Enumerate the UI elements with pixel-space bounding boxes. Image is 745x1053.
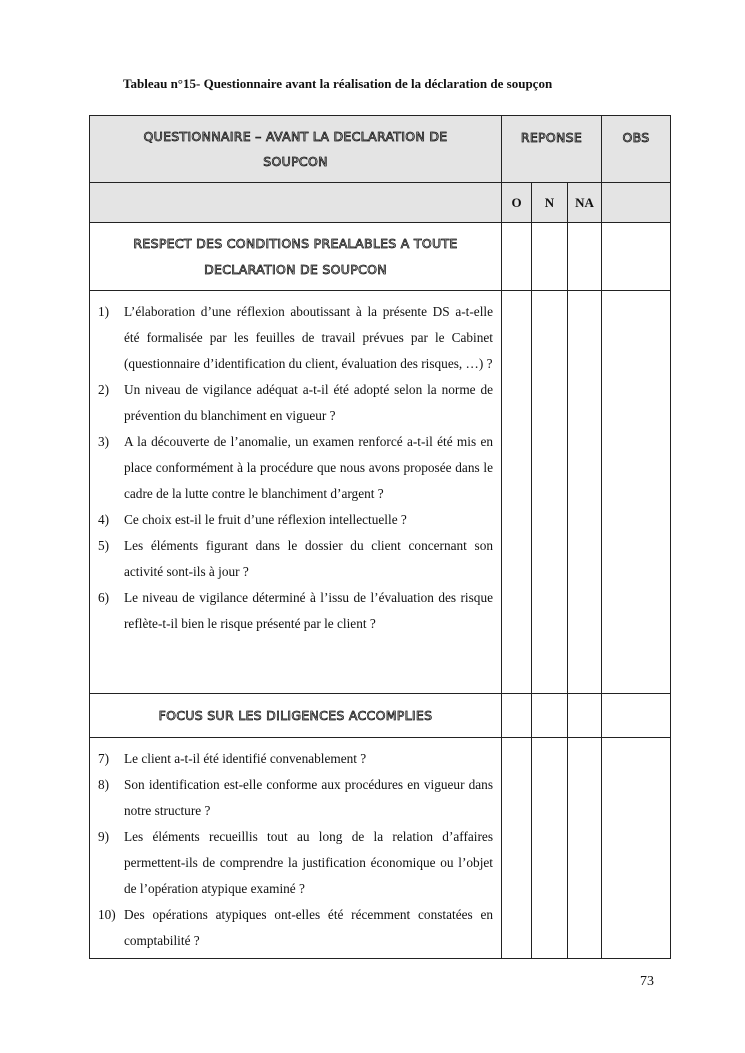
obs-cell[interactable] (602, 223, 671, 291)
question-item: 4) Ce choix est-il le fruit d’une réflexion intellectuelle ? (98, 512, 407, 527)
header-obs: OBS (602, 116, 671, 183)
header-na: NA (568, 183, 602, 223)
obs-cell[interactable] (602, 694, 671, 738)
question-item: 6) Le niveau de vigilance déterminé à l’issu de l’évaluation des risque reflète-t-il bien le risque présenté par le client ? (98, 590, 493, 631)
question-list (98, 299, 493, 637)
table-caption: Tableau n°15- Questionnaire avant la réalisation de la déclaration de soupçon (123, 76, 553, 91)
header-o: O (502, 183, 532, 223)
header-obs-blank (602, 183, 671, 223)
questionnaire-table (89, 115, 671, 959)
obs-cell[interactable] (602, 291, 671, 694)
answer-cell[interactable] (568, 223, 602, 291)
question-item: 5) Les éléments figurant dans le dossier du client concernant son activité sont-ils à jour ? (98, 538, 493, 579)
question-item: 9) Les éléments recueillis tout au long de la relation d’affaires permettent-ils de comprendre la justification économique ou l’objet de l’opération atypique examiné ? (98, 829, 493, 896)
answer-cell[interactable] (502, 738, 532, 959)
answer-cell[interactable] (532, 694, 568, 738)
question-item: 2) Un niveau de vigilance adéquat a-t-il été adopté selon la norme de prévention du blanchiment en vigueur ? (98, 382, 493, 423)
answer-cell[interactable] (568, 291, 602, 694)
section-title: FOCUS SUR LES DILIGENCES ACCOMPLIES (90, 694, 502, 738)
answer-cell[interactable] (502, 291, 532, 694)
answer-cell[interactable] (568, 694, 602, 738)
answer-cell[interactable] (532, 223, 568, 291)
question-item: 8) Son identification est-elle conforme aux procédures en vigueur dans notre structure ? (98, 777, 493, 818)
answer-cell[interactable] (502, 223, 532, 291)
header-blank (90, 183, 502, 223)
answer-cell[interactable] (532, 738, 568, 959)
answer-cell[interactable] (568, 738, 602, 959)
answer-cell[interactable] (502, 694, 532, 738)
question-item: 7) Le client a-t-il été identifié convenablement ? (98, 751, 367, 766)
question-list (98, 746, 493, 954)
header-questionnaire: QUESTIONNAIRE – AVANT LA DECLARATION DE SOUPCON (90, 116, 502, 183)
page-number: 73 (640, 974, 654, 989)
answer-cell[interactable] (532, 291, 568, 694)
question-item: 3) A la découverte de l’anomalie, un examen renforcé a-t-il été mis en place conformément à la procédure que nous avons proposée dans le cadre de la lutte contre le blanchiment d’argent ? (98, 434, 493, 501)
question-item: 1) L’élaboration d’une réflexion aboutissant à la présente DS a-t-elle été formalisée par les feuilles de travail prévues par le Cabinet (questionnaire d’identification du client, évaluation des risques, …) ? (98, 304, 493, 371)
header-reponse: REPONSE (502, 116, 602, 183)
section-title: RESPECT DES CONDITIONS PREALABLES A TOUTE DECLARATION DE SOUPCON (90, 223, 502, 291)
question-list-cell (90, 738, 502, 959)
question-item: 10) Des opérations atypiques ont-elles été récemment constatées en comptabilité ? (98, 907, 493, 948)
header-n: N (532, 183, 568, 223)
obs-cell[interactable] (602, 738, 671, 959)
question-list-cell (90, 291, 502, 694)
